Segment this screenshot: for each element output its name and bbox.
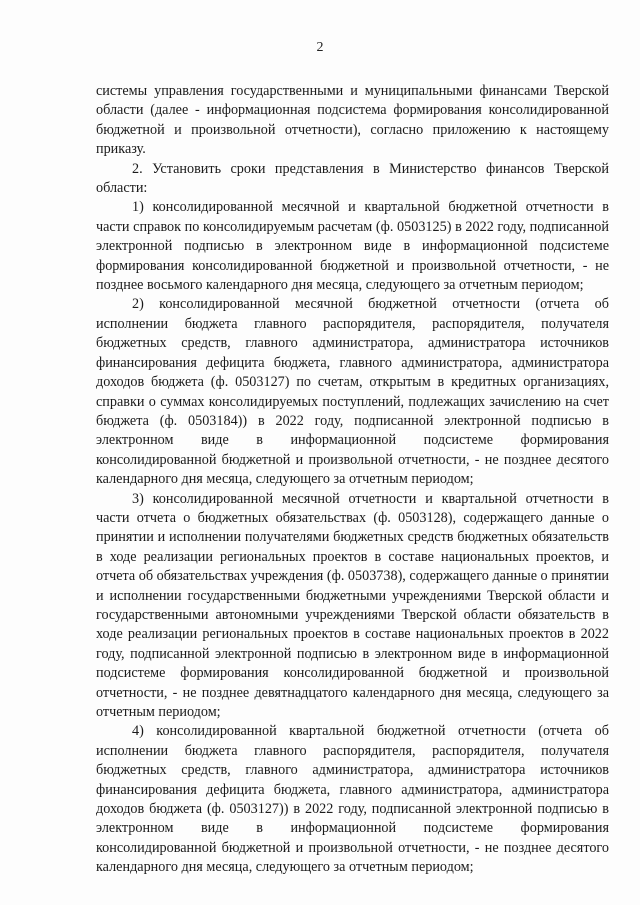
paragraph-subitem-1: 1) консолидированной месячной и квартальной бюджетной отчетности в части справок по консолидируемым расчетам (ф. 0503125) в 2022 году, подписанной электронной подписью в электронном виде в информационной подсистеме формирования консолидированной бюджетной и произвольной отчетности, - не позднее восьмого календарного дня месяца, следующего за отчетным периодом; xyxy=(96,199,609,294)
page-number: 2 xyxy=(316,40,324,55)
paragraph-subitem-3: 3) консолидированной месячной отчетности и квартальной отчетности в части отчета о бюджетных обязательствах (ф. 0503128), содержащего данные о принятии и исполнении получателями бюджетных средств бюджетных обязательств в ходе реализации региональных проектов в составе национальных проектов, и отчета об обязательствах учреждения (ф. 0503738), содержащего данные о принятии и исполнении государственными бюджетными учреждениями Тверской области и государственными автономными учреждениями Тверской области обязательств в ходе реализации региональных проектов в составе национальных проектов в 2022 году, подписанной электронной подписью в электронном виде в информационной подсистеме формирования консолидированной бюджетной и произвольной отчетности, - не позднее девятнадцатого календарного дня месяца, следующего за отчетным периодом; xyxy=(96,490,609,720)
document-body xyxy=(96,82,609,878)
paragraph-subitem-2: 2) консолидированной месячной бюджетной отчетности (отчета об исполнении бюджета главного распорядителя, распорядителя, получателя бюджетных средств, главного администратора, администратора источников финансирования дефицита бюджета, главного администратора, администратора доходов бюджета (ф. 0503127) по счетам, открытым в кредитных организациях, справки о суммах консолидируемых поступлений, подлежащих зачислению на счет бюджета (ф. 0503184)) в 2022 году, подписанной электронной подписью в электронном виде в информационной подсистеме формирования консолидированной бюджетной и произвольной отчетности, - не позднее десятого календарного дня месяца, следующего за отчетным периодом; xyxy=(96,296,609,488)
paragraph-continuation: системы управления государственными и муниципальными финансами Тверской области (далее - информационная подсистема формирования консолидированной бюджетной и произвольной отчетности), согласно приложению к настоящему приказу. xyxy=(96,83,609,158)
paragraph-item-2: 2. Установить сроки представления в Министерство финансов Тверской области: xyxy=(96,160,609,197)
paragraph-subitem-4: 4) консолидированной квартальной бюджетной отчетности (отчета об исполнении бюджета главного распорядителя, распорядителя, получателя бюджетных средств, главного администратора, администратора источников финансирования дефицита бюджета, главного администратора, администратора доходов бюджета (ф. 0503127)) в 2022 году, подписанной электронной подписью в электронном виде в информационной подсистеме формирования консолидированной бюджетной и произвольной отчетности, - не позднее десятого календарного дня месяца, следующего за отчетным периодом; xyxy=(96,723,609,876)
